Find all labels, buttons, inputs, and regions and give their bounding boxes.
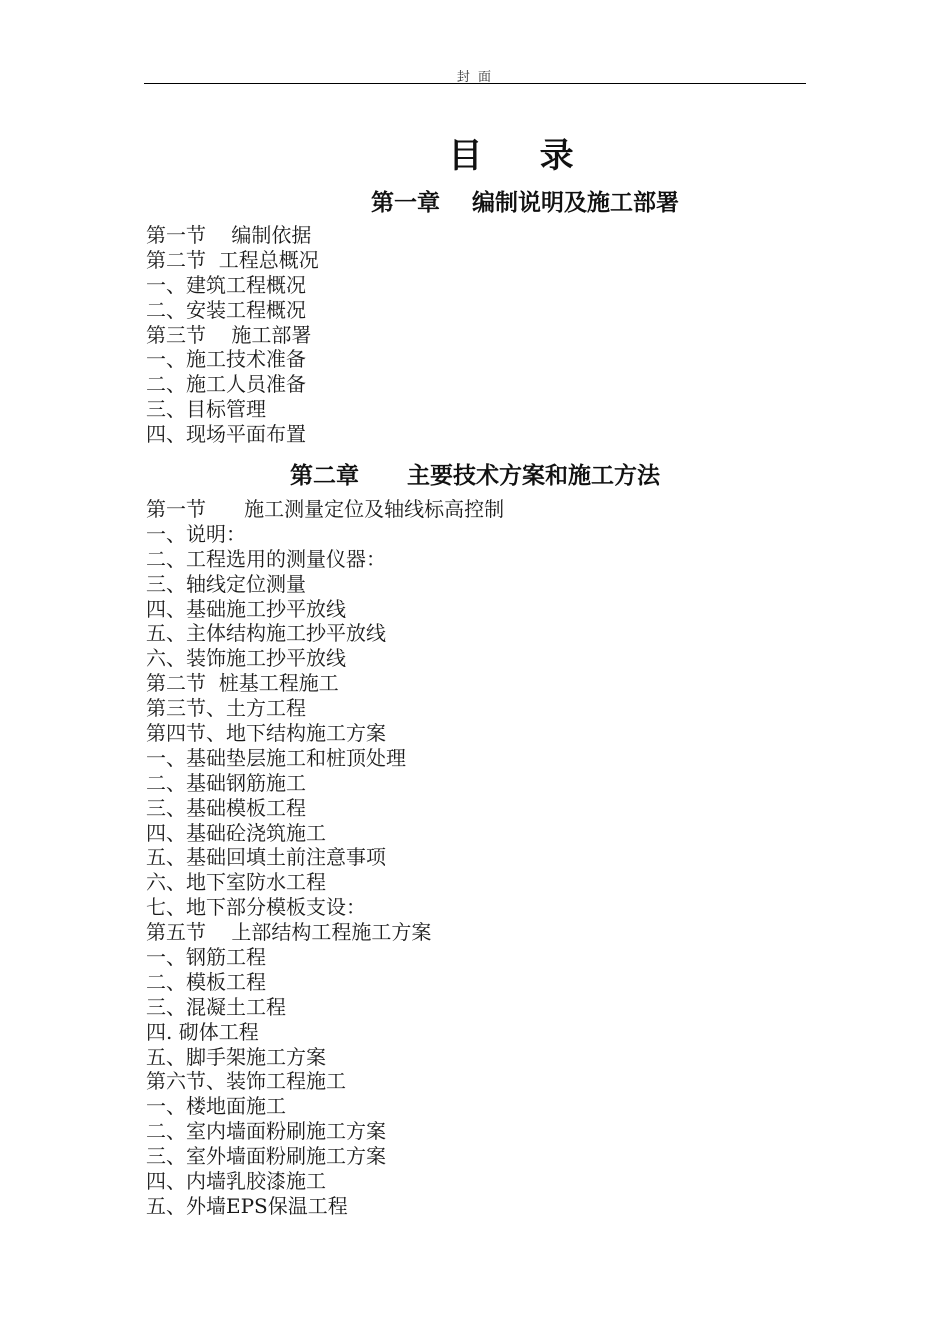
toc-entry[interactable]: 三、轴线定位测量 [146, 571, 306, 596]
toc-entry[interactable]: 二、安装工程概况 [146, 297, 306, 322]
toc-title: 目 录 [448, 136, 576, 176]
toc-entry[interactable]: 第三节 施工部署 [146, 322, 312, 347]
toc-entry[interactable]: 第六节、装饰工程施工 [146, 1069, 346, 1094]
chapter-2-heading: 第二章 主要技术方案和施工方法 [289, 462, 661, 489]
toc-entry[interactable]: 二、模板工程 [146, 969, 266, 994]
toc-entry[interactable]: 二、工程选用的测量仪器： [146, 546, 386, 571]
chapter-2-entries [146, 497, 806, 1219]
toc-entry[interactable]: 第二节 工程总概况 [146, 247, 319, 272]
toc-entry[interactable]: 第二节 桩基工程施工 [146, 671, 339, 696]
toc-entry[interactable]: 五、主体结构施工抄平放线 [146, 621, 386, 646]
toc-entry[interactable]: 四、基础砼浇筑施工 [146, 820, 326, 845]
toc-entry[interactable]: 三、混凝土工程 [146, 994, 286, 1019]
toc-entry[interactable]: 三、目标管理 [146, 397, 266, 422]
toc-entry[interactable]: 四、内墙乳胶漆施工 [146, 1169, 326, 1194]
toc-entry[interactable]: 第四节、地下结构施工方案 [146, 721, 386, 746]
toc-entry[interactable]: 二、基础钢筋施工 [146, 770, 306, 795]
toc-entry[interactable]: 五、外墙EPS保温工程 [146, 1193, 348, 1218]
toc-entry[interactable]: 四、基础施工抄平放线 [146, 596, 346, 621]
toc-entry[interactable]: 七、地下部分模板支设： [146, 895, 366, 920]
toc-entry[interactable]: 三、室外墙面粉刷施工方案 [146, 1144, 386, 1169]
chapter-1-heading: 第一章 编制说明及施工部署 [370, 189, 680, 216]
toc-entry[interactable]: 第一节 编制依据 [146, 223, 312, 247]
toc-entry[interactable]: 第五节 上部结构工程施工方案 [146, 920, 432, 945]
header-divider [144, 83, 806, 84]
toc-entry[interactable]: 三、基础模板工程 [146, 795, 306, 820]
toc-entry[interactable]: 四. 砌体工程 [146, 1019, 259, 1044]
toc-entry[interactable]: 五、基础回填土前注意事项 [146, 845, 386, 870]
toc-entry[interactable]: 六、装饰施工抄平放线 [146, 646, 346, 671]
toc-entry[interactable]: 六、地下室防水工程 [146, 870, 326, 895]
toc-entry[interactable]: 二、室内墙面粉刷施工方案 [146, 1119, 386, 1144]
toc-entry[interactable]: 一、基础垫层施工和桩顶处理 [146, 745, 406, 770]
page-header-label: 封 面 [456, 70, 494, 85]
chapter-1-entries [146, 223, 806, 447]
toc-entry[interactable]: 一、说明： [146, 521, 246, 546]
toc-entry[interactable]: 第一节 施工测量定位及轴线标高控制 [146, 497, 505, 521]
toc-entry[interactable]: 五、脚手架施工方案 [146, 1044, 326, 1069]
toc-entry[interactable]: 一、建筑工程概况 [146, 272, 306, 297]
toc-entry[interactable]: 一、施工技术准备 [146, 347, 306, 372]
toc-entry[interactable]: 一、钢筋工程 [146, 945, 266, 970]
toc-entry[interactable]: 二、施工人员准备 [146, 372, 306, 397]
toc-entry[interactable]: 四、现场平面布置 [146, 422, 306, 447]
toc-entry[interactable]: 一、楼地面施工 [146, 1094, 286, 1119]
toc-entry[interactable]: 第三节、土方工程 [146, 696, 306, 721]
